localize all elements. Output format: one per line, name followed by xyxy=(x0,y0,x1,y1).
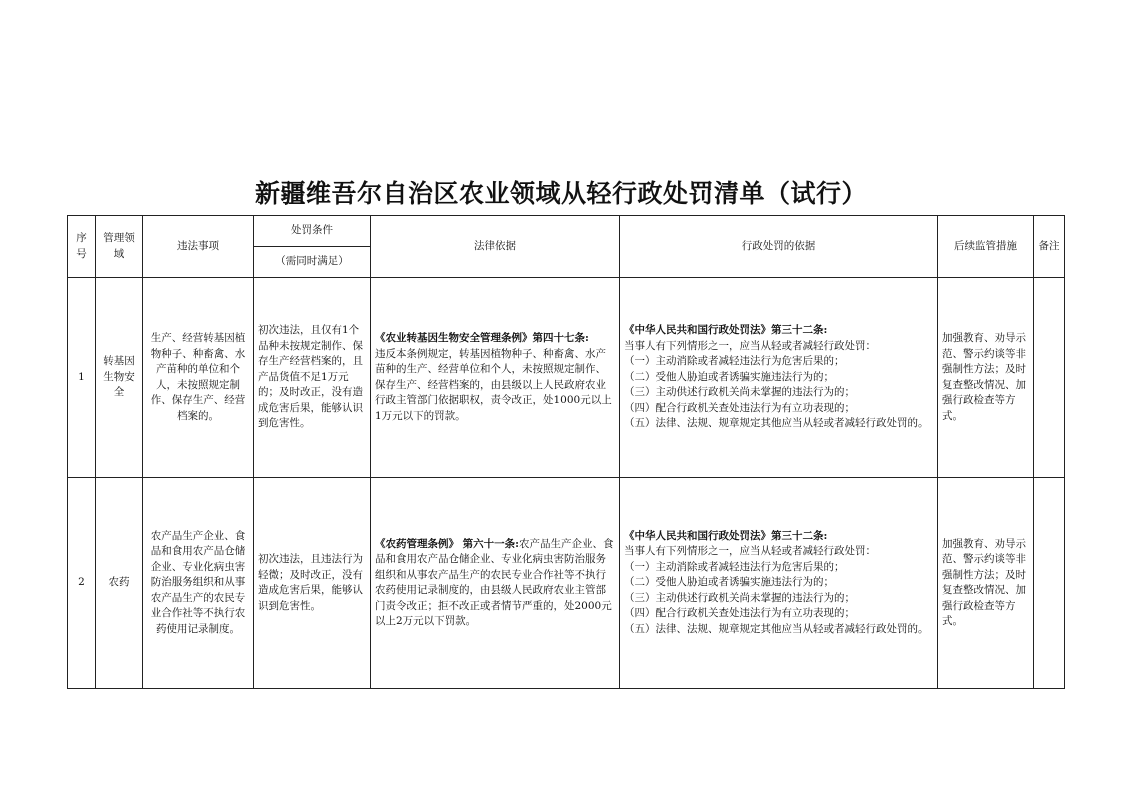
row-violation: 生产、经营转基因植物种子、种畜禽、水产苗种的单位和个人，未按照规定制作、保存生产、经营档案的。 xyxy=(143,278,254,478)
row-remarks xyxy=(1034,278,1065,478)
header-legal-basis: 法律依据 xyxy=(371,216,620,278)
penalty-table xyxy=(67,215,1065,689)
row-seq: 2 xyxy=(68,478,96,689)
legal-law-text: 违反本条例规定，转基因植物种子、种畜禽、水产苗种的生产、经营单位和个人，未按照规定制作、保存生产、经营档案的，由县级以上人民政府农业行政主管部门依据职权，责令改正，处1000元以上1万元以下的罚款。 xyxy=(375,347,612,422)
header-domain: 管理领域 xyxy=(96,216,143,278)
row-remarks xyxy=(1034,478,1065,689)
penalty-line: 当事人有下列情形之一，应当从轻或者减轻行政处罚： xyxy=(624,339,876,352)
row-domain: 农药 xyxy=(96,478,143,689)
penalty-line: （四）配合行政机关查处违法行为有立功表现的； xyxy=(624,607,855,620)
legal-law-text: 农产品生产企业、食品和食用农产品仓储企业、专业化病虫害防治服务组织和从事农产品生产的农民专业合作社等不执行农药使用记录制度的，由县级人民政府农业主管部门责令改正；拒不改正或者情节严重的，处2000元以上2万元以下罚款。 xyxy=(375,537,614,627)
penalty-line: （二）受他人胁迫或者诱骗实施违法行为的； xyxy=(624,370,834,383)
penalty-law-name: 《中华人民共和国行政处罚法》第三十二条: xyxy=(624,324,828,337)
penalty-line: （二）受他人胁迫或者诱骗实施违法行为的； xyxy=(624,576,834,589)
table-row xyxy=(68,478,1065,689)
penalty-line: （五）法律、法规、规章规定其他应当从轻或者减轻行政处罚的。 xyxy=(624,622,929,635)
row-conditions: 初次违法，且违法行为轻微；及时改正，没有造成危害后果，能够认识到危害性。 xyxy=(254,478,371,689)
row-supervision: 加强教育、劝导示范、警示约谈等非强制性方法；及时复查整改情况、加强行政检查等方式。 xyxy=(938,278,1034,478)
row-domain: 转基因生物安全 xyxy=(96,278,143,478)
header-conditions: 处罚条件 xyxy=(254,216,371,247)
penalty-line: （三）主动供述行政机关尚未掌握的违法行为的； xyxy=(624,591,855,604)
header-seq: 序号 xyxy=(68,216,96,278)
row-supervision: 加强教育、劝导示范、警示约谈等非强制性方法；及时复查整改情况、加强行政检查等方式。 xyxy=(938,478,1034,689)
row-legal-basis xyxy=(371,478,620,689)
row-violation: 农产品生产企业、食品和食用农产品仓储企业、专业化病虫害防治服务组织和从事农产品生产的农民专业合作社等不执行农药使用记录制度。 xyxy=(143,478,254,689)
legal-law-name: 《农药管理条例》 第六十一条: xyxy=(375,537,520,550)
header-conditions-note: （需同时满足） xyxy=(254,247,371,278)
penalty-line: （一）主动消除或者减轻违法行为危害后果的； xyxy=(624,355,845,368)
penalty-law-name: 《中华人民共和国行政处罚法》第三十二条: xyxy=(624,529,828,542)
penalty-line: （四）配合行政机关查处违法行为有立功表现的； xyxy=(624,401,855,414)
legal-law-name: 《农业转基因生物安全管理条例》第四十七条: xyxy=(375,332,589,344)
penalty-line: （五）法律、法规、规章规定其他应当从轻或者减轻行政处罚的。 xyxy=(624,417,929,430)
row-seq: 1 xyxy=(68,278,96,478)
row-legal-basis xyxy=(371,278,620,478)
page-title: 新疆维吾尔自治区农业领域从轻行政处罚清单（试行） xyxy=(254,179,867,208)
penalty-line: 当事人有下列情形之一，应当从轻或者减轻行政处罚： xyxy=(624,545,876,558)
penalty-line: （三）主动供述行政机关尚未掌握的违法行为的； xyxy=(624,386,855,399)
header-penalty-basis: 行政处罚的依据 xyxy=(620,216,938,278)
penalty-line: （一）主动消除或者减轻违法行为危害后果的； xyxy=(624,560,845,573)
row-penalty-basis xyxy=(620,478,938,689)
header-row xyxy=(68,216,1065,247)
header-supervision: 后续监管措施 xyxy=(938,216,1034,278)
header-violation: 违法事项 xyxy=(143,216,254,278)
row-conditions: 初次违法，且仅有1个品种未按规定制作、保存生产经营档案的，且产品货值不足1万元的；及时改正，没有造成危害后果，能够认识到危害性。 xyxy=(254,278,371,478)
row-penalty-basis xyxy=(620,278,938,478)
table-row xyxy=(68,278,1065,478)
header-remarks: 备注 xyxy=(1034,216,1065,278)
